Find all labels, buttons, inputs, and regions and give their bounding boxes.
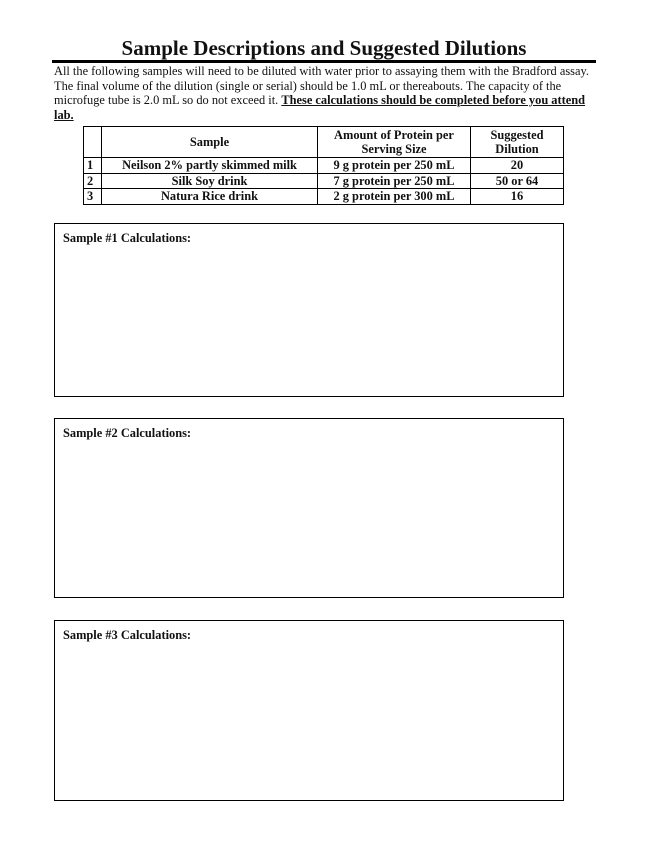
table-row (84, 158, 564, 174)
intro-paragraph (54, 64, 599, 122)
sample-3-calculations-box[interactable] (54, 620, 564, 801)
sample-name: Neilson 2% partly skimmed milk (102, 158, 318, 174)
box-label: Sample #3 Calculations: (63, 628, 192, 642)
sample-2-calculations-box[interactable] (54, 418, 564, 598)
suggested-dilution: 50 or 64 (471, 173, 564, 189)
row-number: 1 (84, 158, 102, 174)
table-row (84, 189, 564, 205)
intro-text: All the following samples will need to be diluted with water prior to assaying them with the Bradford assay. The final volume of the dilution (single or serial) should be 1.0 mL or thereabouts. The capacity of the microfuge tube is 2.0 mL so do not exceed it. (54, 64, 589, 108)
header-dilution: Suggested Dilution (471, 127, 564, 158)
row-number: 3 (84, 189, 102, 205)
header-sample: Sample (102, 127, 318, 158)
suggested-dilution: 20 (471, 158, 564, 174)
protein-amount: 9 g protein per 250 mL (318, 158, 471, 174)
sample-name: Silk Soy drink (102, 173, 318, 189)
row-number: 2 (84, 173, 102, 189)
protein-amount: 7 g protein per 250 mL (318, 173, 471, 189)
sample-1-calculations-box[interactable] (54, 223, 564, 397)
table-row (84, 173, 564, 189)
intro-emphasis: These calculations should be completed before you attend lab. (54, 93, 586, 122)
header-protein: Amount of Protein per Serving Size (318, 127, 471, 158)
title-rule (52, 60, 596, 63)
table-header-row (84, 127, 564, 158)
samples-table (83, 126, 564, 205)
box-label: Sample #2 Calculations: (63, 426, 192, 440)
box-label: Sample #1 Calculations: (63, 231, 192, 245)
protein-amount: 2 g protein per 300 mL (318, 189, 471, 205)
sample-name: Natura Rice drink (102, 189, 318, 205)
header-number (84, 127, 102, 158)
suggested-dilution: 16 (471, 189, 564, 205)
page-title: Sample Descriptions and Suggested Dilutions (121, 36, 527, 60)
